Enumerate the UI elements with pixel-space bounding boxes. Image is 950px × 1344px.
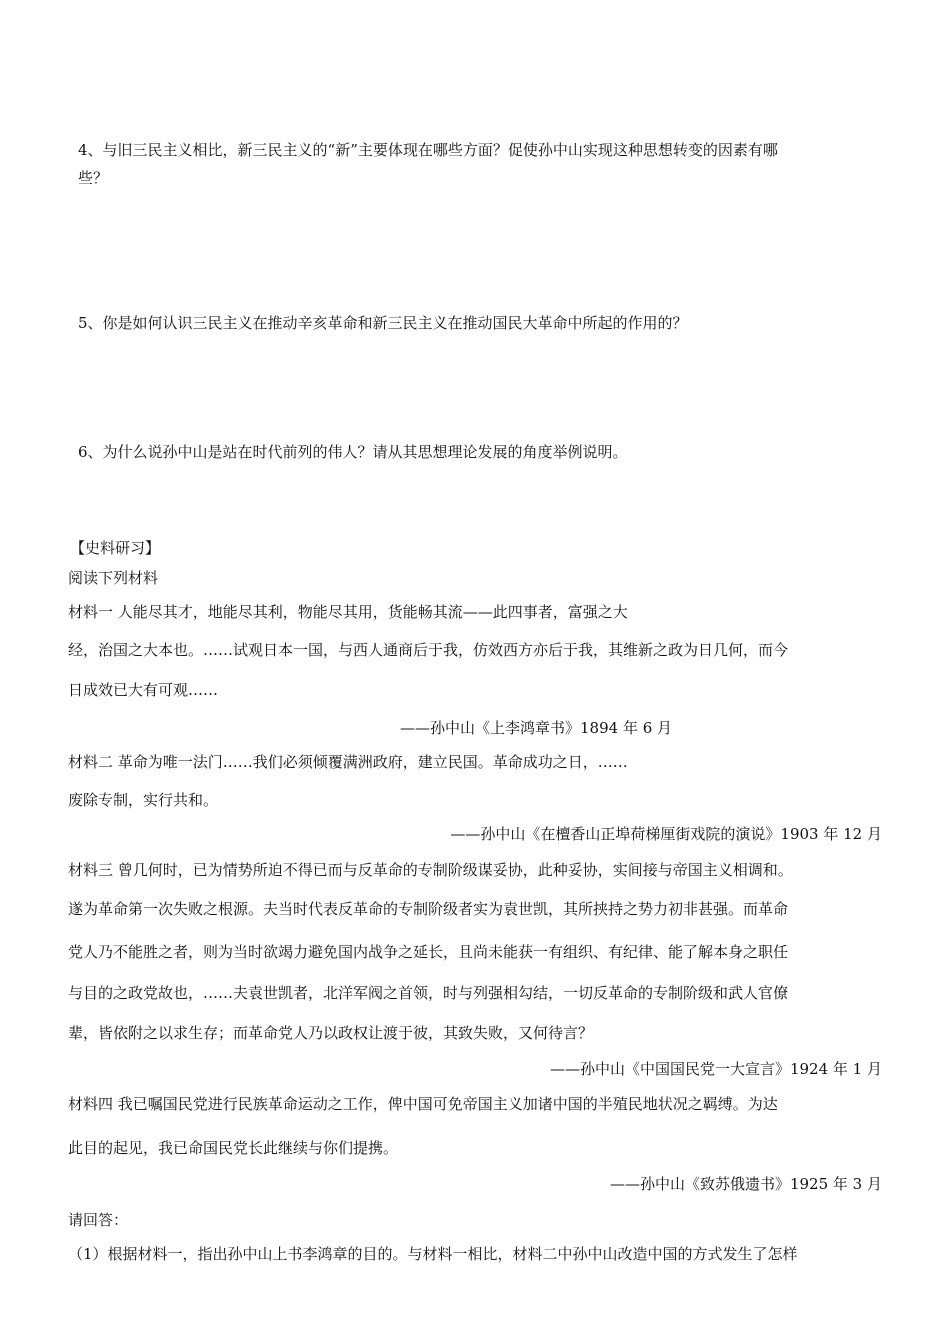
material-4-source: ——孙中山《致苏俄遗书》1925 年 3 月 bbox=[609, 1175, 882, 1193]
material-3-line-1: 材料三 曾几何时，已为情势所迫不得已而与反革命的专制阶级谋妥协，此种妥协，实间接与帝国主义相调和。 bbox=[68, 861, 793, 879]
section-title: 【史料研习】 bbox=[70, 539, 161, 557]
material-4-line-1: 材料四 我已嘱国民党进行民族革命运动之工作，俾中国可免帝国主义加诸中国的半殖民地状况之羁缚。为达 bbox=[68, 1095, 778, 1113]
material-3-line-2: 遂为革命第一次失败之根源。夫当时代表反革命的专制阶级者实为袁世凯，其所挟持之势力初非甚强。而革命 bbox=[68, 900, 789, 918]
material-1-source: ——孙中山《上李鸿章书》1894 年 6 月 bbox=[400, 719, 673, 737]
question-4-line-2: 些？ bbox=[78, 169, 109, 187]
material-3-source: ——孙中山《中国国民党一大宣言》1924 年 1 月 bbox=[549, 1060, 882, 1078]
question-6: 6、为什么说孙中山是站在时代前列的伟人？请从其思想理论发展的角度举例说明。 bbox=[78, 443, 628, 461]
material-2-line-2: 废除专制，实行共和。 bbox=[68, 791, 219, 809]
answer-prompt: 请回答： bbox=[68, 1211, 129, 1229]
material-3-line-3: 党人乃不能胜之者，则为当时欲竭力避免国内战争之延长，且尚未能获一有组织、有纪律、能了解本身之职任 bbox=[68, 943, 789, 961]
material-2-line-1: 材料二 革命为唯一法门……我们必须倾覆满洲政府，建立民国。革命成功之日，…… bbox=[68, 753, 628, 771]
material-2-source: ——孙中山《在檀香山正埠荷梯厘街戏院的演说》1903 年 12 月 bbox=[450, 825, 882, 843]
question-4-line-1: 4、与旧三民主义相比，新三民主义的“新”主要体现在哪些方面？促使孙中山实现这种思想转变的因素有哪 bbox=[78, 141, 778, 159]
material-1-line-1: 材料一 人能尽其才，地能尽其利，物能尽其用，货能畅其流——此四事者，富强之大 bbox=[68, 603, 628, 621]
material-4-line-2: 此目的起见，我已命国民党长此继续与你们提携。 bbox=[68, 1139, 399, 1157]
section-intro: 阅读下列材料 bbox=[68, 569, 159, 587]
material-3-line-4: 与目的之政党故也，……夫袁世凯者，北洋军阀之首领，时与列强相勾结，一切反革命的专制阶级和武人官僚 bbox=[68, 984, 789, 1002]
material-3-line-5: 辈，皆依附之以求生存；而革命党人乃以政权让渡于彼，其致失败，又何待言？ bbox=[68, 1024, 594, 1042]
material-1-line-3: 日成效已大有可观…… bbox=[68, 681, 219, 699]
material-1-line-2: 经，治国之大本也。……试观日本一国，与西人通商后于我，仿效西方亦后于我，其维新之政为日几何，而今 bbox=[68, 641, 789, 659]
question-5: 5、你是如何认识三民主义在推动辛亥革命和新三民主义在推动国民大革命中所起的作用的？ bbox=[78, 314, 688, 332]
answer-question-1: （1）根据材料一，指出孙中山上书李鸿章的目的。与材料一相比，材料二中孙中山改造中国的方式发生了怎样 bbox=[68, 1245, 798, 1263]
